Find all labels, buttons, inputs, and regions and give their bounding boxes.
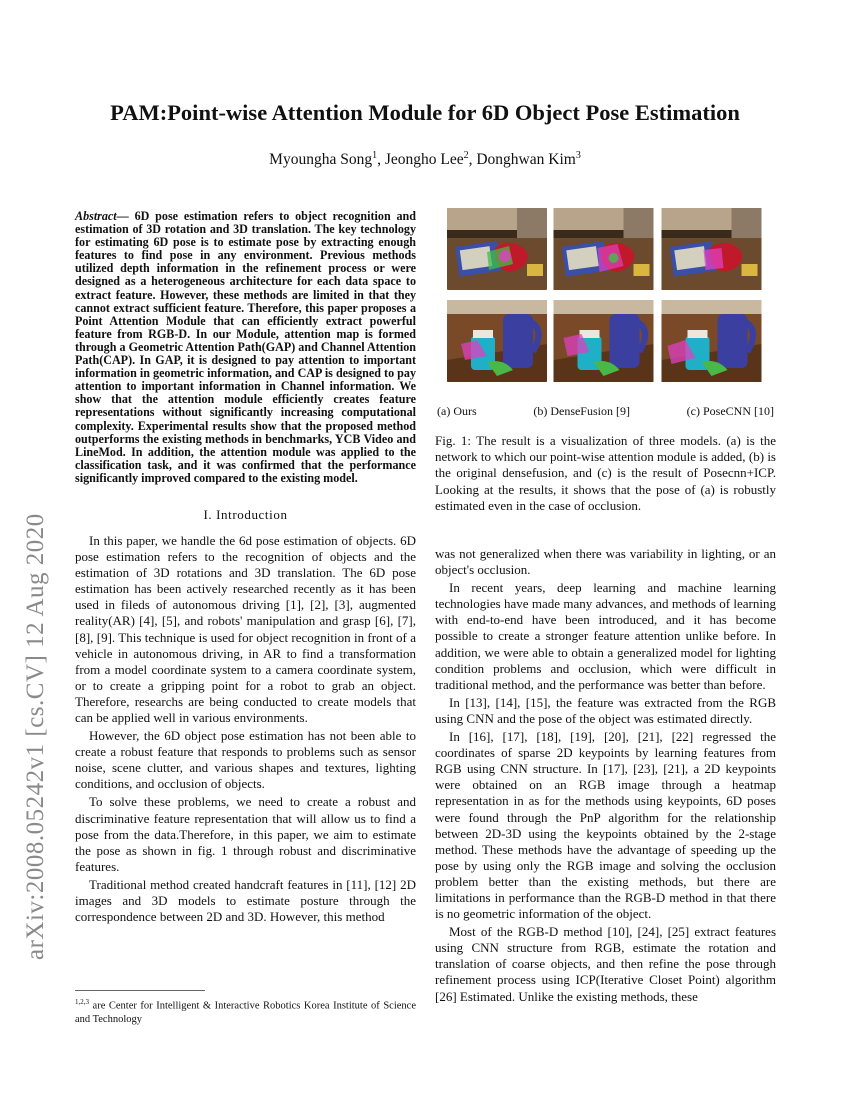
body-paragraph: Traditional method created handcraft features in [11], [12] 2D images and 3D models to estimate posture through the correspondence between 2D and 3D. However, this method bbox=[75, 876, 416, 925]
abstract: Abstract— 6D pose estimation refers to object recognition and estimation of 3D rotation and 3D translation. The key technology for estimating 6D pose is to estimate pose by extracting enough features to find pose in any environment. Previous methods utilized depth information in the refinement process or were designed as a heterogeneous architecture for each data space to extract feature. However, these methods are limited in that they cannot extract sufficient feature. Therefore, this paper proposes a Point Attention Module that can efficiently extract powerful feature from RGB-D. In our Module, attention map is formed through a Geometric Attention Path(GAP) and Channel Attention Path(CAP). In GAP, it is designed to pay attention to important information in geometric information, and CAP is designed to pay attention to important information in Channel information. We show that the attention module efficiently creates feature representations without significantly increasing computational complexity. Experimental results show that the proposed method outperforms the existing methods in benchmarks, YCB Video and LineMod. In addition, the attention module was applied to the classification task, and it was confirmed that the performance significantly improved compared to the existing model. bbox=[75, 209, 416, 485]
footnote bbox=[75, 996, 416, 1026]
body-paragraph: To solve these problems, we need to create a robust and discriminative feature representation that will allow us to find a pose from the data.Therefore, in this paper, we aim to estimate the pose as shown in fig. 1 through robust and discriminative features. bbox=[75, 794, 416, 874]
author-affiliation-mark: 2 bbox=[463, 150, 469, 161]
right-body-text bbox=[435, 546, 776, 1005]
body-paragraph: Most of the RGB-D method [10], [24], [25] extract features using CNN structure from RGB, estimate the rotation and translation of coarse objects, and then refine the pose through refinement process using ICP(Iterative Closet Point) algorithm [26] Estimated. Unlike the existing methods, these bbox=[435, 924, 776, 1004]
arxiv-identifier: arXiv:2008.05242v1 [cs.CV] 12 Aug 2020 bbox=[22, 513, 49, 960]
scene-image-ours-top bbox=[447, 208, 547, 290]
figure-subcaptions bbox=[435, 404, 776, 419]
body-paragraph: was not generalized when there was variability in lighting, or an object's occlusion. bbox=[435, 546, 776, 578]
body-paragraph: In [13], [14], [15], the feature was extracted from the RGB using CNN and the pose of the object was estimated directly. bbox=[435, 694, 776, 726]
right-column bbox=[435, 205, 776, 1007]
author-name: Jeongho Lee bbox=[384, 151, 464, 169]
scene-image-ours-bottom bbox=[447, 300, 547, 382]
body-paragraph: In [16], [17], [18], [19], [20], [21], [22] regressed the coordinates of sparse 2D keypoints by learning features from RGB using CNN structure. In [17], [23], [21], a 2D keypoints were obtained on an RGB image through a heatmap representation in as for the methods using keypoints, 6D poses were found through the PnP algorithm for the relationship between 2D-3D using the keypoints obtained by the 2-stage method. These methods have the advantage of speeding up the pose by using only the RGB image and solving the occlusion problem better than the existing methods, but there are limitations in performance than the RGB-D method in that there is no geometric information of the object. bbox=[435, 729, 776, 922]
abstract-label: Abstract bbox=[75, 209, 117, 223]
subcaption-a: (a) Ours bbox=[437, 404, 477, 418]
abstract-text: 6D pose estimation refers to object recognition and estimation of 3D rotation and 3D translation. The key technology for estimating 6D pose is to estimate pose by extracting enough features to find pose in any environment. Previous methods utilized depth information in the refinement process or were designed as a heterogeneous architecture for each data space to extract feature. However, these methods are limited in that they cannot extract sufficient feature. Therefore, this paper proposes a Point Attention Module that can efficiently extract powerful feature from RGB-D. In our Module, attention map is formed through a Geometric Attention Path(GAP) and Channel Attention Path(CAP). In GAP, it is designed to pay attention to important information in geometric information, and CAP is designed to pay attention to important information in Channel information. We show that the attention module efficiently creates feature representations without significantly increasing computational complexity. Experimental results show that the proposed method outperforms the existing methods in benchmarks, YCB Video and LineMod. In addition, the attention module was applied to the classification task, and it was confirmed that the performance significantly improved compared to the existing model. bbox=[75, 209, 416, 485]
scene-image-densefusion-bottom bbox=[553, 300, 654, 382]
figure-1-images bbox=[435, 205, 776, 403]
body-paragraph: However, the 6D object pose estimation has not been able to create a robust feature that responds to problems such as sensor noise, scene clutter, and various shapes and textures, lighting conditions, and occlusion of objects. bbox=[75, 728, 416, 792]
body-paragraph: In this paper, we handle the 6d pose estimation of objects. 6D pose estimation refers to the recognition of objects and the estimation of 3D rotations and 3D translation. The 6D pose estimation has been actively researched recently as it has been used in fileds of autonomous driving [1], [2], [3], augmented reality(AR) [4], [5], and robots' manipulation and grasp [6], [7], [8], [9]. This technique is used for object recognition in front of a vehicle in autonomous driving, in AR to find a transformation from a model coordinate system to a camera coordinate system, or to create a gripping point for a robot to grab an object. Therefore, researchs are being conducted to create models that can be applied well in various environments. bbox=[75, 532, 416, 725]
scene-image-posecnn-bottom bbox=[660, 300, 763, 382]
figure-caption: Fig. 1: The result is a visualization of three models. (a) is the network to which our point-wise attention module is added, (b) is the original densefusion, and (c) is the result of Posecnn+ICP. Looking at the results, it shows that the pose of (a) is robustly estimated even in the case of occlusion. bbox=[435, 433, 776, 513]
paper-title: PAM:Point-wise Attention Module for 6D Object Pose Estimation bbox=[110, 100, 740, 125]
footnote-marks: 1,2,3 bbox=[75, 998, 89, 1006]
subcaption-b: (b) DenseFusion [9] bbox=[533, 404, 630, 418]
author-affiliation-mark: 1 bbox=[372, 150, 378, 161]
section-heading-introduction: I. Introduction bbox=[203, 506, 288, 522]
footnote-rule bbox=[75, 990, 205, 991]
body-paragraph: In recent years, deep learning and machine learning technologies have made many advances, and methods of learning with end-to-end have been introduced, and it has become possible to create a stronger feature attention unlike before. In addition, we were able to obtain a generalized model for lighting condition problems and occlusion, which were difficult in traditional method, and the performance was better than before. bbox=[435, 580, 776, 692]
scene-image-posecnn-top bbox=[660, 208, 763, 290]
footnote-text: are Center for Intelligent & Interactive Robotics Korea Institute of Science and Technology bbox=[75, 1000, 416, 1025]
author-list: Myoungha Song$^1$, Jeongho Lee$^2$, Donghwan Kim$^3$ bbox=[269, 150, 581, 169]
author-name: Donghwan Kim bbox=[476, 151, 576, 169]
author-affiliation-mark: 3 bbox=[575, 150, 581, 161]
scene-image-densefusion-top bbox=[553, 208, 654, 290]
subcaption-c: (c) PoseCNN [10] bbox=[686, 404, 774, 418]
author-name: Myoungha Song bbox=[269, 151, 373, 169]
left-column bbox=[75, 210, 416, 927]
